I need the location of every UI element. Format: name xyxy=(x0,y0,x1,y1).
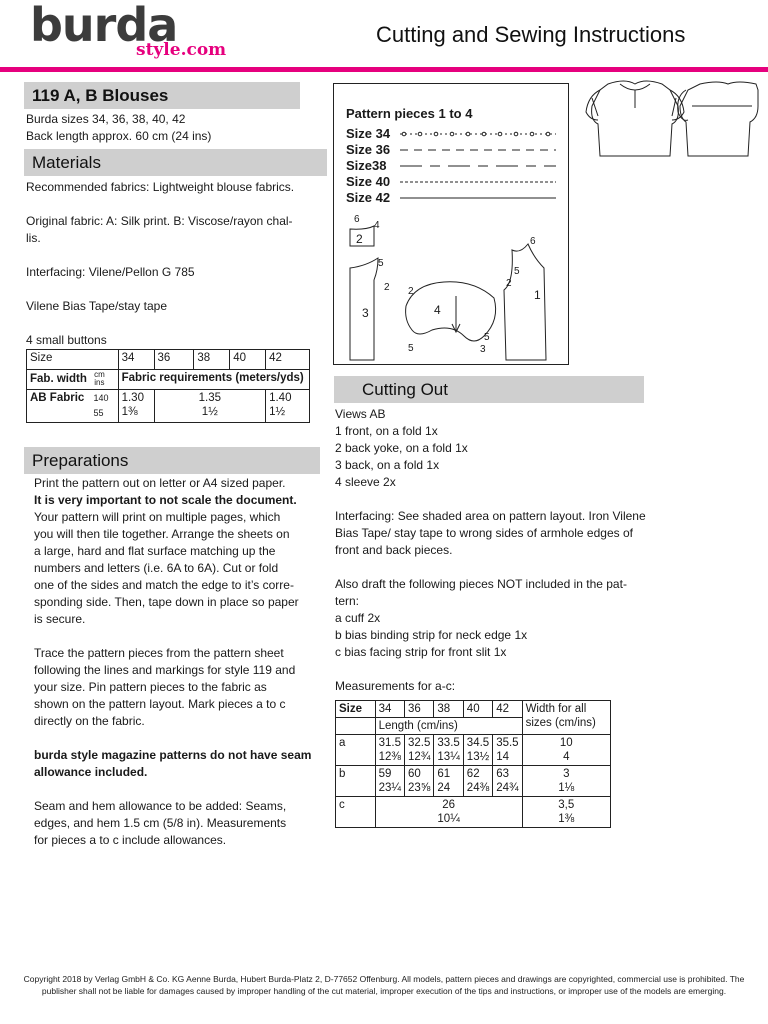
table-fab-width-label: Fab. width cm ins xyxy=(27,370,119,390)
prep-line: numbers and letters (i.e. 6A to 6A). Cut or fold xyxy=(34,561,279,575)
copyright-footer: Copyright 2018 by Verlag GmbH & Co. KG Aenne Burda, Hubert Burda-Platz 2, D-77652 Offenburg. All models, pattern pieces and drawings are copyrighted, commercial use is prohibited. The publisher shall not be liable for damages caused by improper handling of the cut material, improper execution of the tips and instructions, or improper use of the models are emerging. xyxy=(23,974,745,996)
prep-seam-note: allowance included. xyxy=(34,765,148,779)
table-ab-fabric: AB Fabric 140 55 xyxy=(27,390,119,423)
meas-header-size: Size xyxy=(336,701,376,718)
size-legend-38: Size38 xyxy=(346,158,387,173)
table-size-cell: 40 xyxy=(230,350,266,370)
meas-width-cell: 3 1⅛ xyxy=(522,766,610,797)
prep-line: Print the pattern out on letter or A4 sized paper. xyxy=(34,476,286,490)
header-divider xyxy=(0,67,768,72)
meas-size-cell: 40 xyxy=(463,701,492,718)
burda-logo-subtext: style.com xyxy=(136,40,227,60)
size-legend-34: Size 34 xyxy=(346,126,391,141)
meas-length-header: Length (cm/ins) xyxy=(375,718,522,735)
table-size-cell: 38 xyxy=(194,350,230,370)
meas-cell: 35.5 14 xyxy=(493,735,522,766)
sizes-line: Burda sizes 34, 36, 38, 40, 42 xyxy=(26,112,186,126)
materials-fabrics: Recommended fabrics: Lightweight blouse fabrics. xyxy=(26,180,295,194)
measurements-title: Measurements for a-c: xyxy=(335,679,456,693)
prep-line-emphasis: It is very important to not scale the document. xyxy=(34,493,297,507)
prep-line: shown on the pattern layout. Mark pieces a to c xyxy=(34,697,286,711)
meas-cell: 33.5 13¼ xyxy=(434,735,463,766)
piece-label-1: 1 xyxy=(534,288,541,302)
prep-line: your size. Pin pattern pieces to the fabric as xyxy=(34,680,267,694)
pattern-pieces-diagram xyxy=(333,83,569,365)
table-header-size: Size xyxy=(27,350,119,370)
size-legend-36: Size 36 xyxy=(346,142,391,157)
piece-label-5: 5 xyxy=(514,266,520,277)
prep-line: for pieces a to c include allowances. xyxy=(34,833,227,847)
prep-line: Seam and hem allowance to be added: Seams, xyxy=(34,799,287,813)
materials-heading: Materials xyxy=(24,149,327,176)
prep-line: Trace the pattern pieces from the pattern sheet xyxy=(34,646,284,660)
piece-label-2: 2 xyxy=(506,278,512,289)
materials-list xyxy=(26,179,326,349)
piece-label-2: 2 xyxy=(384,282,390,293)
table-size-cell: 42 xyxy=(266,350,310,370)
meas-row-label-b: b xyxy=(336,766,376,797)
prep-line: is secure. xyxy=(34,612,86,626)
draft-line: b bias binding strip for neck edge 1x xyxy=(335,628,528,642)
piece-label-2: 2 xyxy=(356,232,363,246)
meas-width-cell: 10 4 xyxy=(522,735,610,766)
meas-size-cell: 42 xyxy=(493,701,522,718)
table-value-cell: 1.35 1½ xyxy=(154,390,266,423)
table-value-cell: 1.30 1⅜ xyxy=(118,390,154,423)
views-line: 1 front, on a fold 1x xyxy=(335,424,438,438)
draft-line: Also draft the following pieces NOT included in the pat- xyxy=(335,577,627,591)
piece-label-5: 5 xyxy=(378,258,384,269)
table-size-cell: 36 xyxy=(154,350,194,370)
meas-cell: 60 23⅝ xyxy=(405,766,434,797)
prep-line: sponding side. Then, tape down in place so paper xyxy=(34,595,299,609)
product-title: 119 A, B Blouses xyxy=(24,82,300,109)
preparations-heading: Preparations xyxy=(24,447,320,474)
meas-cell: 26 10¼ xyxy=(375,797,522,828)
meas-row-label-c: c xyxy=(336,797,376,828)
cutting-out-text xyxy=(335,406,755,695)
piece-label-5: 5 xyxy=(484,332,490,343)
meas-cell: 61 24 xyxy=(434,766,463,797)
interfacing-line: Interfacing: See shaded area on pattern layout. Iron Vilene xyxy=(335,509,646,523)
views-line: 2 back yoke, on a fold 1x xyxy=(335,441,468,455)
pattern-drawing xyxy=(334,84,570,366)
piece-label-2: 2 xyxy=(408,286,414,297)
draft-line: c bias facing strip for front slit 1x xyxy=(335,645,507,659)
blouse-back-drawing xyxy=(680,82,758,156)
meas-empty-cell xyxy=(336,718,376,735)
meas-size-cell: 38 xyxy=(434,701,463,718)
piece-label-3: 3 xyxy=(362,306,369,320)
meas-cell: 32.5 12¾ xyxy=(405,735,434,766)
piece-label-4: 4 xyxy=(434,303,441,317)
table-value-cell: 1.40 1½ xyxy=(266,390,310,423)
meas-width-header: Width for all sizes (cm/ins) xyxy=(522,701,610,735)
materials-interfacing: Interfacing: Vilene/Pellon G 785 xyxy=(26,265,195,279)
draft-line: tern: xyxy=(335,594,360,608)
meas-cell: 63 24¾ xyxy=(493,766,522,797)
piece-label-4: 4 xyxy=(374,220,380,231)
piece-label-3: 3 xyxy=(480,344,486,355)
meas-cell: 62 24⅜ xyxy=(463,766,492,797)
views-line: 4 sleeve 2x xyxy=(335,475,396,489)
draft-line: a cuff 2x xyxy=(335,611,381,625)
prep-seam-note: burda style magazine patterns do not have seam xyxy=(34,748,312,762)
diagram-title: Pattern pieces 1 to 4 xyxy=(346,106,473,121)
meas-size-cell: 36 xyxy=(405,701,434,718)
interfacing-line: front and back pieces. xyxy=(335,543,453,557)
meas-width-cell: 3,5 1⅜ xyxy=(522,797,610,828)
table-requirements-label: Fabric requirements (meters/yds) xyxy=(118,370,309,390)
prep-line: one of the sides and match the edge to it’s corre- xyxy=(34,578,294,592)
prep-line: you will then tile together. Arrange the sheets on xyxy=(34,527,290,541)
blouse-illustration xyxy=(580,76,760,168)
burda-logo: burda xyxy=(30,0,178,52)
meas-size-cell: 34 xyxy=(375,701,404,718)
prep-line: Your pattern will print on multiple pages, which xyxy=(34,510,281,524)
fabric-requirements-table xyxy=(26,349,310,423)
preparations-text xyxy=(34,475,324,849)
piece-label-6: 6 xyxy=(530,236,536,247)
materials-buttons: 4 small buttons xyxy=(26,333,107,347)
size-legend-40: Size 40 xyxy=(346,174,391,189)
materials-original: Original fabric: A: Silk print. B: Viscose/rayon chal- xyxy=(26,214,293,228)
prep-line: edges, and hem 1.5 cm (5/8 in). Measurements xyxy=(34,816,287,830)
meas-cell: 34.5 13½ xyxy=(463,735,492,766)
size-legend-42: Size 42 xyxy=(346,190,391,205)
views-line: Views AB xyxy=(335,407,386,421)
materials-original-cont: lis. xyxy=(26,231,41,245)
meas-row-label-a: a xyxy=(336,735,376,766)
back-length: Back length approx. 60 cm (24 ins) xyxy=(26,129,212,143)
prep-line: a large, hard and flat surface matching up the xyxy=(34,544,276,558)
page-title: Cutting and Sewing Instructions xyxy=(376,22,686,47)
measurements-table xyxy=(335,700,611,828)
views-line: 3 back, on a fold 1x xyxy=(335,458,440,472)
table-size-cell: 34 xyxy=(118,350,154,370)
meas-cell: 59 23¼ xyxy=(375,766,404,797)
piece-label-5: 5 xyxy=(408,343,414,354)
interfacing-line: Bias Tape/ stay tape to wrong sides of armhole edges of xyxy=(335,526,633,540)
meas-cell: 31.5 12⅜ xyxy=(375,735,404,766)
prep-line: directly on the fabric. xyxy=(34,714,145,728)
cutting-out-heading: Cutting Out xyxy=(334,376,644,403)
materials-tape: Vilene Bias Tape/stay tape xyxy=(26,299,167,313)
prep-line: following the lines and markings for style 119 and xyxy=(34,663,296,677)
piece-label-6: 6 xyxy=(354,214,360,225)
